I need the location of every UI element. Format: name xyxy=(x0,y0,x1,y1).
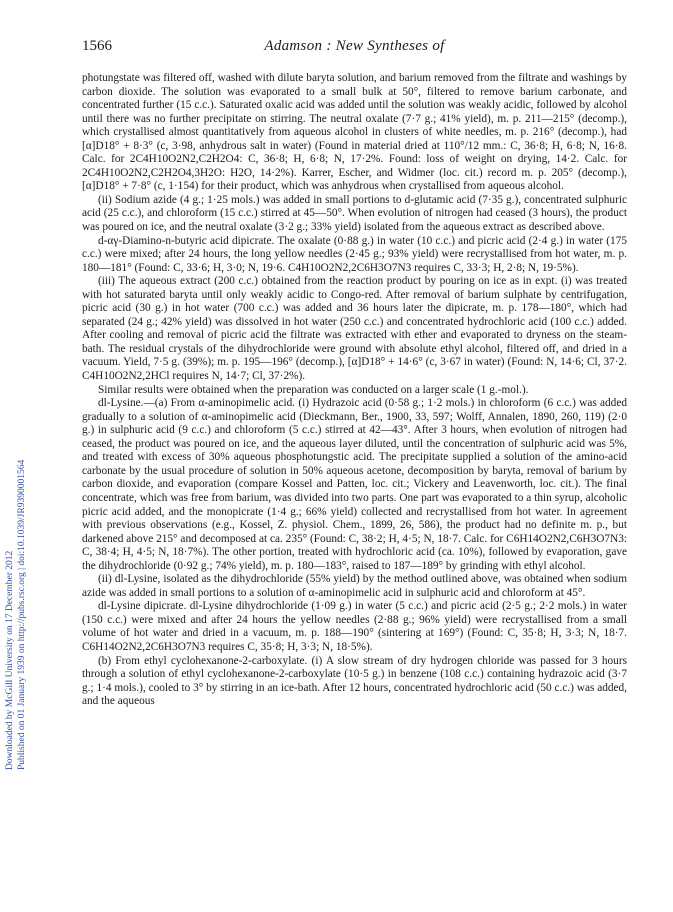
paragraph: d-αγ-Diamino-n-butyric acid dipicrate. The oxalate (0·88 g.) in water (10 c.c.) and picric acid (2·4 g.) in water (175 c.c.) were mixed; after 24 hours, the long yellow needles (2·45 g.; 93% yield) were recrystallised from hot water, m. p. 180—181° (Found: C, 33·6; H, 3·0; N, 19·6. C4H10O2N2,2C6H3O7N3 requires C, 33·3; H, 2·8; N, 19·5%). xyxy=(82,234,627,274)
page-header xyxy=(82,38,627,58)
paragraph: (b) From ethyl cyclohexanone-2-carboxylate. (i) A slow stream of dry hydrogen chloride was passed for 3 hours through a solution of ethyl cyclohexanone-2-carboxylate (10·5 g.) in benzene (108 c.c.) containing hydrazoic acid (3·7 g.; 1·4 mols.), cooled to 3° by stirring in an ice-bath. After 12 hours, concentrated hydrochloric acid (50 c.c.) was added, and the aqueous xyxy=(82,654,627,708)
doi-link[interactable]: Published on 01 January 1939 on http://pubs.rsc.org | doi:10.1039/JR9390001564 xyxy=(17,459,27,770)
download-notice xyxy=(4,130,30,770)
paragraph: photungstate was filtered off, washed with dilute baryta solution, and barium removed from the filtrate and washings by carbon dioxide. The solution was evaporated to a small bulk at 50°, filtered to remove barium carbonate, and concentrated further (15 c.c.). Saturated oxalic acid was added until the solution was weakly acidic, followed by alcohol until there was no further precipitate on stirring. The neutral oxalate (7·7 g.; 41% yield), m. p. 211—215° (decomp.), which crystallised almost quantitatively from aqueous alcohol in clusters of white needles, m. p. 216° (decomp.), had [α]D18° + 8·3° (c, 3·98, anhydrous salt in water) (Found in material dried at 110°/12 mm.: C, 36·8; H, 6·8; N, 16·8. Calc. for 2C4H10O2N2,C2H2O4: C, 36·8; H, 6·8; N, 17·2%. Found: loss of weight on drying, 14·2. Calc. for 2C4H10O2N2,C2H2O4,3H2O: H2O, 14·2%). Karrer, Escher, and Widmer (loc. cit.) record m. p. 205° (decomp.), [α]D18° + 7·8° (c, 1·154) for their product, which was anhydrous when crystallised from aqueous alcohol. xyxy=(82,72,627,193)
paragraph: dl-Lysine dipicrate. dl-Lysine dihydrochloride (1·09 g.) in water (5 c.c.) and picric acid (2·5 g.; 2·2 mols.) in water (150 c.c.) were mixed and after 24 hours the yellow needles (2·88 g.; 96% yield) were recrystallised from a small volume of hot water and dried in a vacuum, m. p. 188—190° (sintering at 169°) (Found: C, 35·8; H, 3·3; N, 18·7. C6H14O2N2,2C6H3O7N3 requires C, 35·8; H, 3·3; N, 18·5%). xyxy=(82,600,627,653)
paragraph: dl-Lysine.—(a) From α-aminopimelic acid. (i) Hydrazoic acid (0·58 g.; 1·2 mols.) in chloroform (6 c.c.) was added gradually to a solution of α-aminopimelic acid (Dieckmann, Ber., 1900, 33, 597; Wolff, Annalen, 1890, 260, 119) (2·0 g.) in sulphuric acid (9 c.c.) and chloroform (5 c.c.) stirred at 42—43°. After 3 hours, when evolution of nitrogen had ceased, the product was poured on ice, and the aqueous layer diluted, until the concentration of sulphuric acid was 5%, and treated with excess of 30% aqueous phosphotungstic acid. The precipitate supplied a solution of the amino-acid carbonate by the usual procedure of solution in 50% aqueous acetone, decomposition by baryta, removal of barium by carbon dioxide, and evaporation (compare Kossel and Patten, loc. cit.; Vickery and Leavenworth, loc. cit.). The final concentrate, which was free from barium, was divided into two parts. One part was evaporated to a thin syrup, alcoholic picric acid added, and the monopicrate (1·4 g.; 66% yield) collected and recrystallised from hot water. In agreement with previous observations (e.g., Kossel, Z. physiol. Chem., 1899, 26, 586), the product had no definite m. p., but darkened above 215° and decomposed at ca. 235° (Found: C, 38·2; H, 4·5; N, 18·7. Calc. for C6H14O2N2,C6H3O7N3: C, 38·4; H, 4·5; N, 18·7%). The other portion, treated with hydrochloric acid (ca. 10%), followed by evaporation, gave the dihydrochloride (0·92 g.; 74% yield), m. p. 180—183°, raised to 187—189° by grinding with ethyl alcohol. xyxy=(82,397,627,572)
article-body xyxy=(82,72,627,709)
paragraph: Similar results were obtained when the preparation was conducted on a larger scale (1 g.-mol.). xyxy=(98,383,529,396)
running-title: Adamson : New Syntheses of xyxy=(264,38,445,54)
paragraph: (iii) The aqueous extract (200 c.c.) obtained from the reaction product by pouring on ice as in expt. (i) was treated with hot saturated baryta until only weakly acidic to Congo-red. After removal of barium sulphate by centrifugation, picric acid (30 g.) in hot water (700 c.c.) was added and 36 hours later the dipicrate, m. p. 178—180°, which had separated (24 g.; 42% yield) was dissolved in hot water (250 c.c.) and concentrated hydrochloric acid (100 c.c.) added. After cooling and removal of picric acid the filtrate was extracted with ether and evaporated to dryness on the steam-bath. The residual crystals of the dihydrochloride were ground with absolute ethyl alcohol, filtered off, and dried in a vacuum. Yield, 7·5 g. (39%); m. p. 195—196° (decomp.), [α]D18° + 14·6° (c, 3·67 in water) (Found: N, 14·6; Cl, 37·2. C4H10O2N2,2HCl requires N, 14·7; Cl, 37·2%). xyxy=(82,275,627,383)
page-number: 1566 xyxy=(82,38,112,54)
paragraph: (ii) dl-Lysine, isolated as the dihydrochloride (55% yield) by the method outlined above, was obtained when sodium azide was added in small portions to a solution of α-aminopimelic acid in sulphuric acid and chloroform at 45°. xyxy=(82,573,627,599)
download-notice-line: Downloaded by McGill University on 17 December 2012 xyxy=(5,550,15,770)
paragraph: (ii) Sodium azide (4 g.; 1·25 mols.) was added in small portions to d-glutamic acid (7·35 g.), concentrated sulphuric acid (25 c.c.), and chloroform (15 c.c.) stirred at 45—50°. When evolution of nitrogen had ceased (3 hours), the product was poured on ice, and the neutral oxalate (3·2 g.; 33% yield) isolated from the aqueous extract as described above. xyxy=(82,193,627,234)
